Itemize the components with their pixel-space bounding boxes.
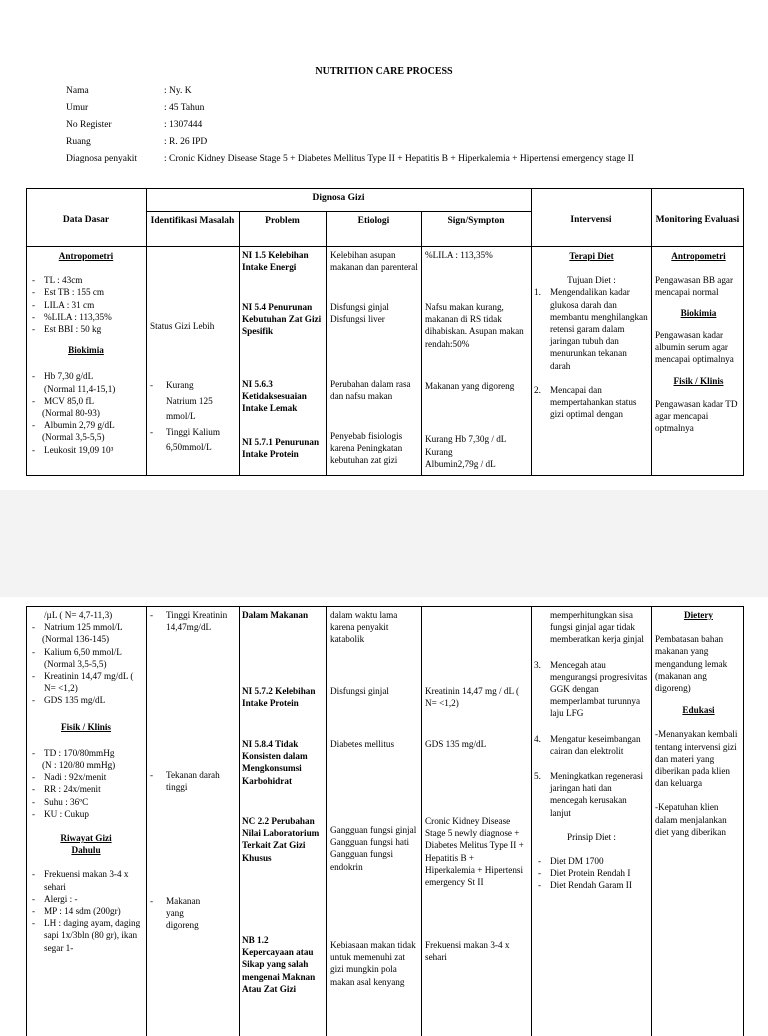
page-gap	[0, 490, 768, 597]
sign-item: Kurang Hb 7,30g / dL Kurang Albumin2,79g / dL	[425, 434, 507, 469]
sign-item: Kreatinin 14,47 mg / dL ( N= <1,2)	[425, 686, 520, 709]
patient-value: : Cronic Kidney Disease Stage 5 + Diabetes Mellitus Type II + Hepatitis B + Hiperkalemia + Hipertensi emergency stage II	[164, 154, 634, 164]
biokimia-heading: Biokimia	[68, 345, 104, 356]
monitoring-text: -Kepatuhan klien dalam menjalankan diet yang diberikan	[655, 802, 727, 837]
intervensi-cell	[534, 250, 649, 420]
etiologi-item: Perubahan dalam rasa dan nafsu makan	[330, 379, 411, 402]
header-dignosa-gizi: Dignosa Gizi	[312, 193, 365, 203]
monitoring-text: Pengawasan kadar TD agar mencapai optmalnya	[655, 398, 738, 434]
problem-ni-5-7-2: NI 5.7.2 Kelebihan Intake Protein	[242, 686, 316, 709]
diet-item: - Diet DM 1700	[534, 855, 649, 867]
monitoring-cell	[655, 250, 742, 434]
identifikasi-status: Status Gizi Lebih	[150, 321, 215, 331]
list-item: - Est TB : 155 cm	[28, 286, 144, 298]
problem-ni-1-5: NI 1.5 Kelebihan Intake Energi	[242, 250, 309, 273]
list-item: - Kreatinin 14,47 mg/dL ( N= <1,2)	[28, 670, 144, 694]
list-item-note: (N : 120/80 mmHg)	[42, 760, 116, 771]
patient-label: Diagnosa penyakit	[66, 154, 137, 164]
patient-label: Umur	[66, 103, 89, 113]
identifikasi-item: - Makanan yang digoreng	[150, 896, 201, 931]
monitoring-text: Pengawasan BB agar mencapai normal	[655, 275, 734, 298]
problem-item: Dalam Makanan	[242, 610, 309, 620]
list-item: - KU : Cukup	[28, 808, 144, 820]
identifikasi-kurang: - Kurang Natrium 125 mmol/L - Tinggi Kalium 6,50mmol/L	[150, 380, 221, 452]
dietery-heading: Dietery	[683, 610, 714, 620]
sign-item: Makanan yang digoreng	[425, 381, 515, 391]
header-monitoring: Monitoring Evaluasi	[655, 215, 740, 225]
identifikasi-item: - Tekanan darah tinggi	[150, 770, 220, 793]
intervensi-item: 5. Meningkatkan regenerasi jaringan hati dan mencegah kerusakan lanjut	[534, 771, 644, 818]
diet-item: - Diet Protein Rendah I	[534, 867, 649, 879]
mon-antropometri-heading: Antropometri	[671, 251, 726, 261]
list-item: - Leukosit 19,09 10³	[28, 444, 144, 456]
intervensi-text: memperhitungkan sisa fungsi ginjal agar tidak memberatkan kerja ginjal	[550, 610, 644, 645]
mon-fisik-heading: Fisik / Klinis	[673, 376, 724, 387]
etiologi-item: Gangguan fungsi ginjal Gangguan fungsi hati Gangguan fungsi endokrin	[330, 825, 417, 872]
intervensi-cell	[534, 609, 649, 892]
etiologi-item: Penyebab fisiologis karena Peningkatan kebutuhan zat gizi	[330, 431, 403, 466]
sign-item: Frekuensi makan 3-4 x sehari	[425, 940, 510, 963]
list-item-note: (Normal 136-145)	[42, 634, 110, 645]
list-item-note: (Normal 11,4-15,1)	[44, 383, 116, 394]
patient-label: No Register	[66, 120, 112, 130]
list-item-note: (Normal 3,5-5,5)	[42, 432, 105, 443]
header-problem: Problem	[265, 216, 300, 226]
header-etiologi: Etiologi	[357, 216, 390, 226]
list-item-note: /µL ( N= 4,7-11,3)	[44, 610, 113, 620]
data-dasar-cell	[28, 250, 144, 456]
header-sign: Sign/Sympton	[447, 216, 505, 226]
monitoring-text: Pengawasan kadar albumin serum agar mencapai optimalnya	[655, 329, 734, 365]
intervensi-item: 3. Mencegah atau mengurangsi progresivitas GGK dengan memperlambat turunnya laju LFG	[534, 659, 648, 719]
list-item: - Suhu : 36ºC	[28, 796, 144, 808]
list-item: - MP : 14 sdm (200gr)	[28, 905, 144, 917]
list-item: - Alergi : -	[28, 893, 144, 905]
problem-ni-5-4: NI 5.4 Penurunan Kebutuhan Zat Gizi Spesifik	[242, 302, 322, 337]
list-item: - %LILA : 113,35%	[28, 311, 144, 323]
list-item: - TD : 170/80mmHg	[28, 747, 144, 759]
edukasi-heading: Edukasi	[682, 705, 715, 716]
sign-item: Nafsu makan kurang, makanan di RS tidak dihabiskan. Asupan makan rendah:50%	[425, 302, 524, 349]
problem-nc-2-2: NC 2.2 Perubahan Nilai Laboratorium Terkait Zat Gizi Khusus	[242, 816, 320, 863]
monitoring-text: Pembatasan bahan makanan yang mengandung lemak (makanan ang digoreng)	[655, 634, 728, 694]
list-item: - RR : 24x/menit	[28, 783, 144, 795]
patient-value: : Ny. K	[164, 86, 192, 96]
intervensi-item: 1. Mengendalikan kadar glukosa darah dan membantu menghilangkan retensi garam dalam jaringan tubuh dan menurunkan tekanan darah	[534, 287, 648, 371]
header-data-dasar: Data Dasar	[62, 215, 110, 225]
list-item: - Natrium 125 mmol/L	[28, 621, 144, 633]
etiologi-item: Disfungsi liver	[330, 314, 385, 324]
list-item-note: (Normal 80-93)	[42, 408, 100, 419]
list-item: - Nadi : 92x/menit	[28, 771, 144, 783]
intervensi-item: 2. Mencapai dan mempertahankan status gizi optimal dengan	[534, 384, 637, 420]
list-item: - Kalium 6,50 mmol/L (Normal 3,5-5,5)	[28, 646, 144, 670]
list-item: - Frekuensi makan 3-4 x sehari	[28, 868, 144, 892]
document-title: NUTRITION CARE PROCESS	[315, 66, 453, 77]
sign-item: Cronic Kidney Disease Stage 5 newly diagnose + Diabetes Melitus Type II + Hepatitis B + Hiperkalemia + Hipertensi emergency St II	[425, 816, 524, 888]
document-page-1	[0, 0, 768, 490]
fisik-klinis-heading: Fisik / Klinis	[60, 721, 112, 732]
list-item: - LH : daging ayam, daging sapi 1x/3bln (80 gr), ikan segar 1-	[28, 917, 144, 954]
patient-value: : 1307444	[164, 120, 203, 130]
list-item: - Albumin 2,79 g/dL	[28, 419, 144, 431]
list-item: - Hb 7,30 g/dL	[28, 370, 144, 382]
etiologi-item: Disfungsi ginjal	[330, 302, 389, 312]
problem-ni-5-8-4: NI 5.8.4 Tidak Konsisten dalam Mengkonsumsi Karbohidrat	[242, 739, 308, 786]
etiologi-item: Kebiasaan makan tidak untuk memenuhi zat gizi mungkin pola makan asal kenyang	[330, 940, 416, 987]
data-dasar-cell	[28, 609, 144, 954]
diet-item: - Diet Rendah Garam II	[534, 879, 649, 891]
monitoring-text: -Menanyakan kembali tentang intervensi gizi dan materi yang diberikan pada klien dan keluarga	[655, 729, 738, 789]
problem-nb-1-2: NB 1.2 Kepercayaan atau Sikap yang salah mengenai Maknan Atau Zat Gizi	[242, 935, 316, 994]
sign-item: GDS 135 mg/dL	[425, 739, 487, 749]
etiologi-item: Kelebihan asupan makanan dan parenteral	[330, 250, 418, 273]
header-intervensi: Intervensi	[570, 215, 612, 225]
identifikasi-item: - Tinggi Kreatinin 14,47mg/dL	[150, 610, 228, 633]
intervensi-item: 4. Mengatur keseimbangan cairan dan elektrolit	[534, 733, 641, 756]
list-item: - LILA : 31 cm	[28, 299, 144, 311]
monitoring-cell	[655, 609, 742, 838]
patient-label: Ruang	[66, 137, 91, 147]
terapi-diet-heading: Terapi Diet	[569, 251, 614, 261]
riwayat-gizi-heading: Riwayat Gizi Dahulu	[60, 833, 112, 856]
patient-value: : 45 Tahun	[164, 103, 205, 113]
list-item: - MCV 85,0 fL	[28, 395, 144, 407]
etiologi-item: Disfungsi ginjal	[330, 686, 389, 696]
list-item: - TL : 43cm	[28, 274, 144, 286]
problem-ni-5-6-3: NI 5.6.3 Ketidaksesuaian Intake Lemak	[242, 379, 307, 414]
etiologi-item: Diabetes mellitus	[330, 739, 395, 749]
mon-biokimia-heading: Biokimia	[680, 307, 717, 318]
header-identifikasi: Identifikasi Masalah	[150, 216, 235, 226]
prinsip-diet: Prinsip Diet :	[566, 831, 616, 842]
sign-item: %LILA : 113,35%	[425, 250, 493, 260]
patient-label: Nama	[66, 86, 89, 96]
tujuan-diet: Tujuan Diet :	[567, 275, 616, 286]
document-page-2	[0, 597, 768, 1024]
patient-value: : R. 26 IPD	[164, 137, 208, 147]
etiologi-item: dalam waktu lama karena penyakit katabolik	[330, 610, 398, 645]
antropometri-heading: Antropometri	[58, 251, 114, 261]
problem-ni-5-7-1: NI 5.7.1 Penurunan Intake Protein	[242, 437, 320, 460]
list-item: - Est BBI : 50 kg	[28, 323, 144, 335]
list-item: - GDS 135 mg/dL	[28, 694, 144, 706]
